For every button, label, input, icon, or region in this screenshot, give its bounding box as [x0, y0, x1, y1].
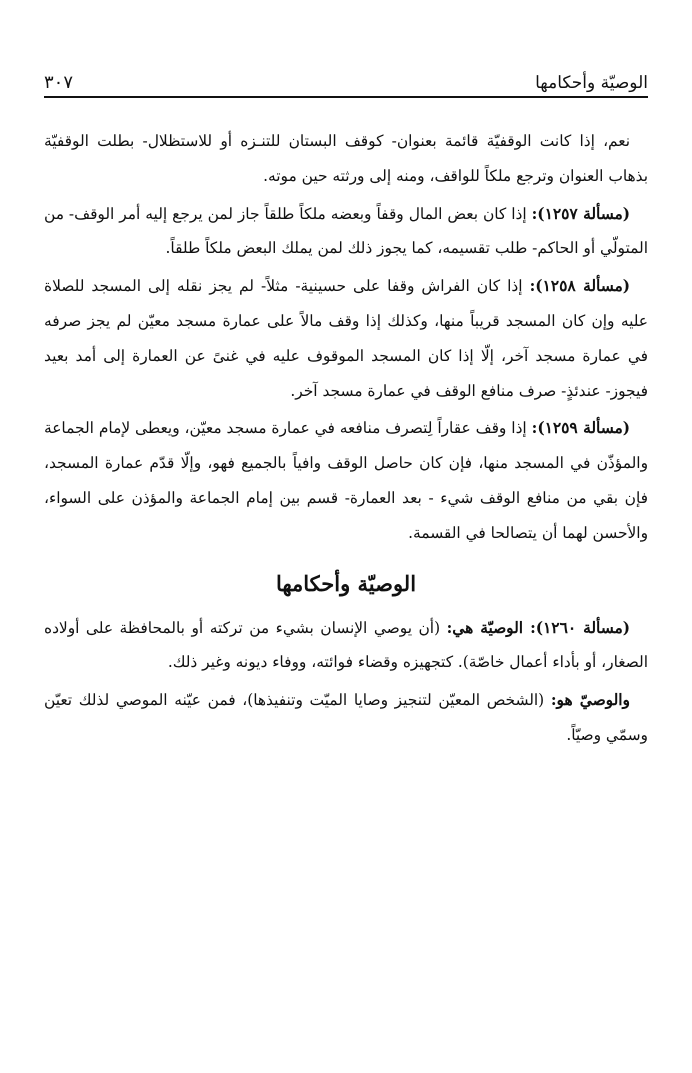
definition-term: الوصيّة هي: [446, 618, 531, 637]
paragraph-text: (أن يوصي الإنسان بشيء من تركته أو بالمحافظة على أولاده الصغار، أو بأداء أعمال خاصّة). كتجهيزه وقضاء فوائته، ووفاء ديونه وغير ذلك. [44, 618, 648, 672]
paragraph-masala-1260 [44, 611, 648, 681]
masala-label: (مسألة ١٢٦٠): [530, 618, 630, 637]
running-header [44, 62, 648, 98]
paragraph-wasi-definition [44, 683, 648, 753]
running-header-title: الوصيّة وأحكامها [535, 73, 648, 93]
masala-label: (مسألة ١٢٥٩): [531, 419, 630, 438]
masala-label: (مسألة ١٢٥٧): [531, 204, 630, 223]
paragraph-masala-1257 [44, 197, 648, 267]
paragraph-text: نعم، إذا كانت الوقفيّة قائمة بعنوان- كوقف البستان للتنـزه أو للاستظلال- بطلت الوقفيّة بذهاب العنوان وترجع ملكاً للواقف، ومنه إلى ورثته حين موته. [44, 132, 648, 185]
paragraph-masala-1258 [44, 269, 648, 408]
section-heading: الوصيّة وأحكامها [275, 570, 417, 596]
paragraph-masala-1259 [44, 411, 648, 550]
paragraph-text: إذا كان بعض المال وقفاً وبعضه ملكاً طلقاً جاز لمن يرجع إليه أمر الوقف- من المتولّي أو الحاكم- طلب تقسيمه، كما يجوز ذلك لمن يملك البعض ملكاً طلقاً. [44, 204, 648, 258]
definition-term: والوصيّ هو: [550, 691, 630, 710]
paragraph-text: إذا كان الفراش وقفا على حسينية- مثلاً- لم يجز نقله إلى المسجد للصلاة عليه وإن كان المسجد قريباً منها، وكذلك إذا وقف مالاً على عمارة مسجد معيّن لم يجز صرفه في عمارة مسجد آخر، إلّا إذا كان المسجد الموقوف عليه في غنىً عن العمارة إلى أمد بعيد فيجوز- عندئذٍ- صرف منافع الوقف في عمارة مسجد آخر. [44, 277, 648, 400]
masala-label: (مسألة ١٢٥٨): [529, 277, 630, 296]
paragraph-text: (الشخص المعيّن لتنجيز وصايا الميّت وتنفيذها)، فمن عيّنه الموصي لذلك تعيّن وسمّي وصيّاً. [44, 691, 648, 744]
paragraph-intro [44, 124, 648, 194]
page-body [44, 124, 648, 756]
page-number: ٣٠٧ [44, 72, 74, 93]
paragraph-text: إذا وقف عقاراً لِتصرف منافعه في عمارة مسجد معيّن، ويعطى لإمام الجماعة والمؤذّن في المسجد منها، فإن كان حاصل الوقف وافياً بالجميع فهو، وإلّا قدّم عمارة المسجد، فإن بقي من منافع الوقف شيء - بعد العمارة- قسم بين إمام الجماعة والمؤذن على السواء، والأحسن لهما أن يتصالحا في القسمة. [44, 419, 648, 542]
